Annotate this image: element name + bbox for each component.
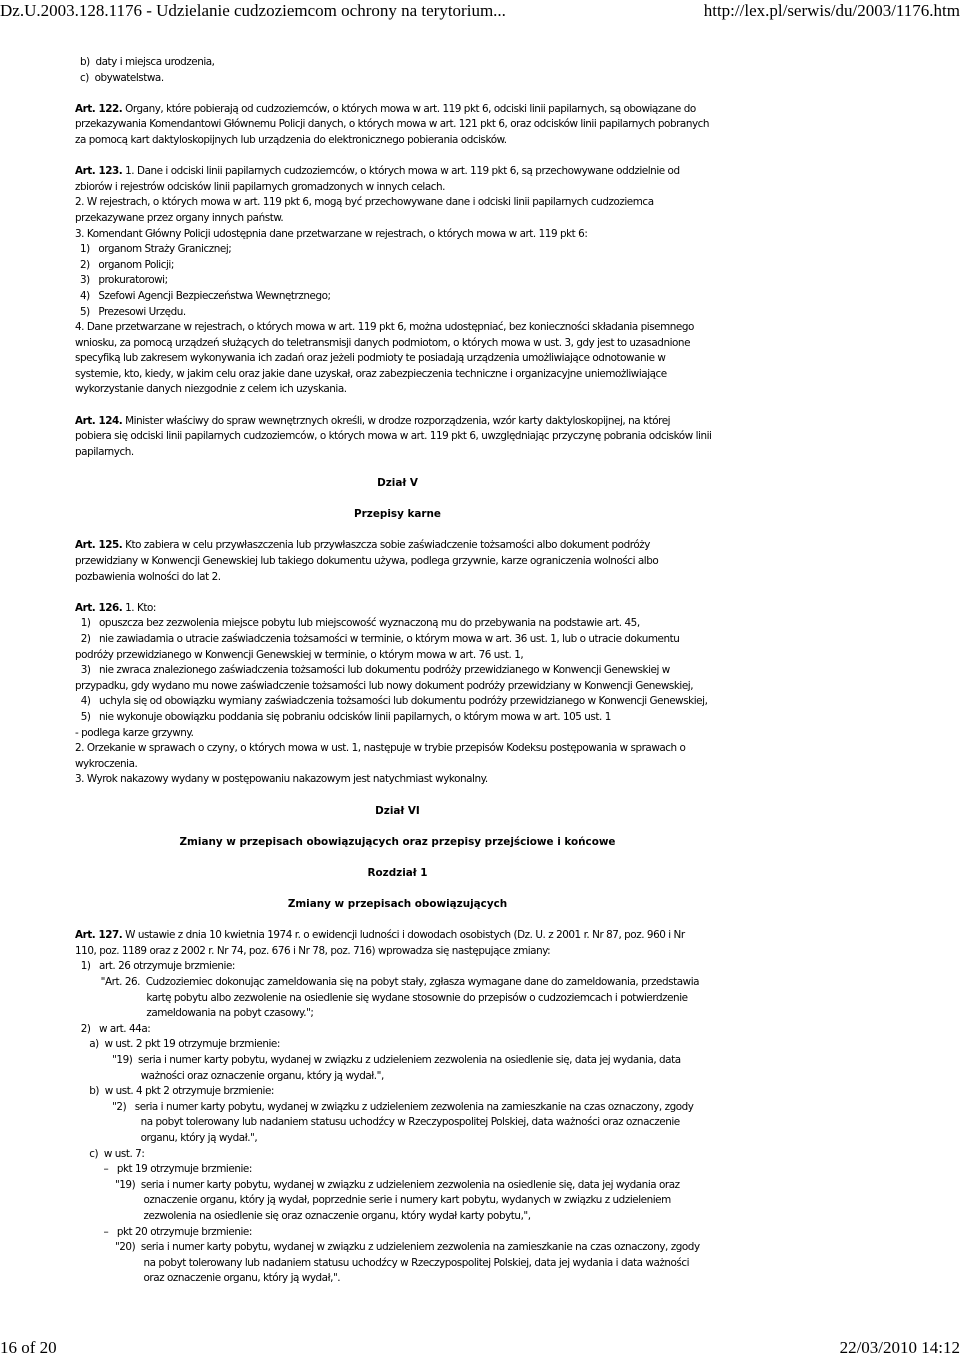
- text-line: [75, 928, 720, 944]
- document-body: [75, 55, 720, 1287]
- article-text: Minister właściwy do spraw wewnętrznych określi, w drodze rozporządzenia, wzór karty daktyloskopijnej, na której: [122, 414, 671, 427]
- article-number: Art. 126.: [75, 601, 123, 614]
- text-line: [75, 601, 720, 617]
- text-line: na pobyt tolerowany lub nadaniem statusu uchodźcy w Rzeczypospolitej Polskiej, data jej wydania i data ważności: [75, 1256, 690, 1269]
- text-line: – pkt 20 otrzymuje brzmienie:: [75, 1225, 252, 1238]
- paragraph-gap: [75, 398, 720, 414]
- text-line: c) w ust. 7:: [75, 1147, 145, 1160]
- text-line: przypadku, gdy wydano mu nowe zaświadczenie tożsamości lub nowy dokument podróży przewidziany w Konwencji Genewskiej,: [75, 679, 694, 692]
- text-line: 1) organom Straży Granicznej;: [80, 243, 232, 256]
- text-line: "Art. 26. Cudzoziemiec dokonując zameldowania się na pobyt stały, zgłasza wymagane dane do zameldowania, przedstawia: [75, 976, 700, 989]
- paragraph-gap: [75, 788, 720, 804]
- text-line: 5) Prezesowi Urzędu.: [80, 305, 186, 318]
- paragraph-gap: [75, 149, 720, 165]
- text-line: 3) nie zwraca znalezionego zaświadczenia tożsamości lub dokumentu podróży przewidzianego w Konwencji Genewskiej w: [75, 664, 670, 677]
- text-line: pobiera się odciski linii papilarnych cudzoziemców, o których mowa w art. 119 pkt 6, uwzględniając przyczynę pobrania odcisków linii: [75, 430, 712, 443]
- text-line: [75, 164, 720, 180]
- page-counter: 16 of 20: [0, 1338, 57, 1357]
- article-text: 1. Kto:: [122, 601, 156, 614]
- section-heading: Zmiany w przepisach obowiązujących oraz przepisy przejściowe i końcowe: [179, 835, 616, 848]
- text-line: 2) nie zawiadamia o utracie zaświadczenia tożsamości w terminie, o którym mowa w art. 36 ust. 1, lub o utracie dokumentu: [75, 632, 680, 645]
- article-text: Organy, które pobierają od cudzoziemców, o których mowa w art. 119 pkt 6, odciski linii papilarnych, są obowiązane do: [122, 102, 696, 115]
- print-datetime: 22/03/2010 14:12: [839, 1338, 960, 1357]
- article-number: Art. 123.: [75, 165, 123, 178]
- browser-print-header: [0, 0, 960, 22]
- text-line: "19) seria i numer karty pobytu, wydanej w związku z udzieleniem zezwolenia na osiedlenie się, data jej wydania oraz: [75, 1178, 680, 1191]
- article-text: W ustawie z dnia 10 kwietnia 1974 r. o ewidencji ludności i dowodach osobistych (Dz. U. z 2001 r. Nr 87, poz. 960 i Nr: [122, 929, 685, 942]
- text-line: – pkt 19 otrzymuje brzmienie:: [75, 1163, 252, 1176]
- text-line: a) w ust. 2 pkt 19 otrzymuje brzmienie:: [75, 1038, 280, 1051]
- text-line: - podlega karze grzywny.: [75, 726, 194, 739]
- text-line: 3. Wyrok nakazowy wydany w postępowaniu nakazowym jest natychmiast wykonalny.: [75, 773, 488, 786]
- text-line: b) w ust. 4 pkt 2 otrzymuje brzmienie:: [75, 1085, 274, 1098]
- text-line: zameldowania na pobyt czasowy.";: [75, 1007, 314, 1020]
- paragraph-gap: [75, 913, 720, 929]
- text-line: papilarnych.: [75, 445, 134, 458]
- text-line: c) obywatelstwa.: [80, 71, 164, 84]
- text-line: "2) seria i numer karty pobytu, wydanej w związku z udzieleniem zezwolenia na zamieszkanie na czas oznaczony, zgody: [75, 1100, 694, 1113]
- text-line: na pobyt tolerowany lub nadaniem statusu uchodźcy w Rzeczypospolitej Polskiej, data ważności oraz oznaczenie: [75, 1116, 680, 1129]
- text-line: "19) seria i numer karty pobytu, wydanej w związku z udzieleniem zezwolenia na osiedlenie się, data jej wydania, data: [75, 1054, 681, 1066]
- text-line: zbiorów i rejestrów odcisków linii papilarnych gromadzonych w innych celach.: [75, 180, 446, 193]
- text-line: ważności oraz oznaczenie organu, który ją wydał.",: [75, 1069, 384, 1082]
- text-line: organu, który ją wydał.",: [75, 1131, 258, 1144]
- text-line: oraz oznaczenie organu, który ją wydał,".: [75, 1272, 341, 1285]
- text-line: 5) nie wykonuje obowiązku poddania się pobraniu odcisków linii papilarnych, o którym mowa w art. 105 ust. 1: [75, 710, 611, 723]
- text-line: systemie, kto, kiedy, w jakim celu oraz jakie dane uzyskał, oraz zabezpieczenia techniczne i organizacyjne uniemożliwiające: [75, 367, 667, 380]
- paragraph-gap: [75, 819, 720, 835]
- text-line: [75, 102, 720, 118]
- text-line: 1) opuszcza bez zezwolenia miejsce pobytu lub miejscowość wyznaczoną mu do przebywania na podstawie art. 45,: [75, 617, 640, 630]
- section-heading: Przepisy karne: [354, 508, 441, 521]
- section-heading: Dział V: [377, 477, 418, 490]
- text-line: przewidziany w Konwencji Genewskiej lub takiego dokumentu używa, podlega grzywnie, karze ograniczenia wolności albo: [75, 555, 659, 567]
- text-line: 1) art. 26 otrzymuje brzmienie:: [75, 960, 235, 973]
- text-line: wykroczenia.: [75, 757, 138, 770]
- paragraph-gap: [75, 492, 720, 508]
- text-line: specyfiką lub zakresem wykonywania ich zadań oraz jeżeli podmioty te posiadają urządzenia umożliwiające odnotowanie w: [75, 352, 666, 365]
- text-line: 110, poz. 1189 oraz z 2002 r. Nr 74, poz. 676 i Nr 78, poz. 716) wprowadza się następujące zmiany:: [75, 944, 551, 957]
- section-heading: Rozdział 1: [367, 866, 428, 879]
- section-heading: Zmiany w przepisach obowiązujących: [287, 898, 508, 911]
- text-line: przekazywane przez organy innych państw.: [75, 211, 284, 224]
- paragraph-gap: [75, 86, 720, 102]
- article-text: Kto zabiera w celu przywłaszczenia lub przywłaszcza sobie zaświadczenie tożsamości albo dokument podróży: [122, 539, 650, 552]
- paragraph-gap: [75, 523, 720, 539]
- text-line: b) daty i miejsca urodzenia,: [80, 56, 215, 68]
- text-line: przekazywania Komendantowi Głównemu Policji danych, o których mowa w art. 121 pkt 6, oraz odcisków linii papilarnych pobranych: [75, 118, 710, 131]
- text-line: 4) uchyla się od obowiązku wymiany zaświadczenia tożsamości lub dokumentu podróży przewidzianego w Konwencji Genewskiej,: [75, 695, 708, 708]
- text-line: zezwolenia na osiedlenie się oraz oznaczenie organu, który wydał karty pobytu,",: [75, 1209, 531, 1222]
- text-line: za pomocą kart daktyloskopijnych lub urządzenia do elektronicznego pobierania odcisków.: [75, 133, 507, 146]
- article-text: 1. Dane i odciski linii papilarnych cudzoziemców, o których mowa w art. 119 pkt 6, są przechowywane oddzielnie od: [122, 165, 680, 178]
- paragraph-gap: [75, 460, 720, 476]
- text-line: 4) Szefowi Agencji Bezpieczeństwa Wewnętrznego;: [80, 289, 331, 302]
- text-line: 2. Orzekanie w sprawach o czyny, o których mowa w ust. 1, następuje w trybie przepisów Kodeksu postępowania w sprawach o: [75, 742, 686, 755]
- document-title: Dz.U.2003.128.1176 - Udzielanie cudzoziemcom ochrony na terytorium...: [0, 1, 506, 20]
- text-line: 2. W rejestrach, o których mowa w art. 119 pkt 6, mogą być przechowywane dane i odciski linii papilarnych cudzoziemca: [75, 196, 654, 209]
- browser-print-footer: [0, 1337, 960, 1359]
- text-line: 3) prokuratorowi;: [80, 274, 168, 287]
- text-line: wniosku, za pomocą urządzeń służących do teletransmisji danych podmiotom, o których mowa w ust. 3, gdy jest to uzasadnione: [75, 336, 691, 349]
- article-number: Art. 124.: [75, 414, 123, 427]
- text-line: 2) w art. 44a:: [75, 1022, 151, 1035]
- article-number: Art. 127.: [75, 929, 123, 942]
- article-number: Art. 122.: [75, 102, 123, 115]
- text-line: wykorzystanie danych niezgodnie z celem ich uzyskania.: [75, 383, 347, 396]
- text-line: kartę pobytu albo zezwolenie na osiedlenie się wydane stosownie do przepisów o cudzoziemcach i potwierdzenie: [75, 991, 688, 1004]
- text-line: podróży przewidzianego w Konwencji Genewskiej w terminie, o którym mowa w art. 76 ust. 1,: [75, 648, 524, 661]
- article-number: Art. 125.: [75, 539, 123, 552]
- text-line: 2) organom Policji;: [80, 258, 174, 271]
- text-line: 3. Komendant Główny Policji udostępnia dane przetwarzane w rejestrach, o których mowa w art. 119 pkt 6:: [75, 227, 588, 240]
- document-url: http://lex.pl/serwis/du/2003/1176.htm: [703, 1, 960, 20]
- text-line: 4. Dane przetwarzane w rejestrach, o których mowa w art. 119 pkt 6, można udostępniać, bez konieczności składania pisemnego: [75, 321, 694, 334]
- text-line: "20) seria i numer karty pobytu, wydanej w związku z udzieleniem zezwolenia na zamieszkanie na czas oznaczony, zgody: [75, 1241, 700, 1254]
- paragraph-gap: [75, 585, 720, 601]
- paragraph-gap: [75, 881, 720, 897]
- text-line: oznaczenie organu, który ją wydał, poprzednie serie i numery kart pobytu, wydanych w związku z udzieleniem: [75, 1194, 671, 1207]
- text-line: [75, 414, 720, 430]
- text-line: [75, 538, 720, 554]
- text-line: pozbawienia wolności do lat 2.: [75, 570, 221, 583]
- section-heading: Dział VI: [375, 804, 420, 817]
- paragraph-gap: [75, 850, 720, 866]
